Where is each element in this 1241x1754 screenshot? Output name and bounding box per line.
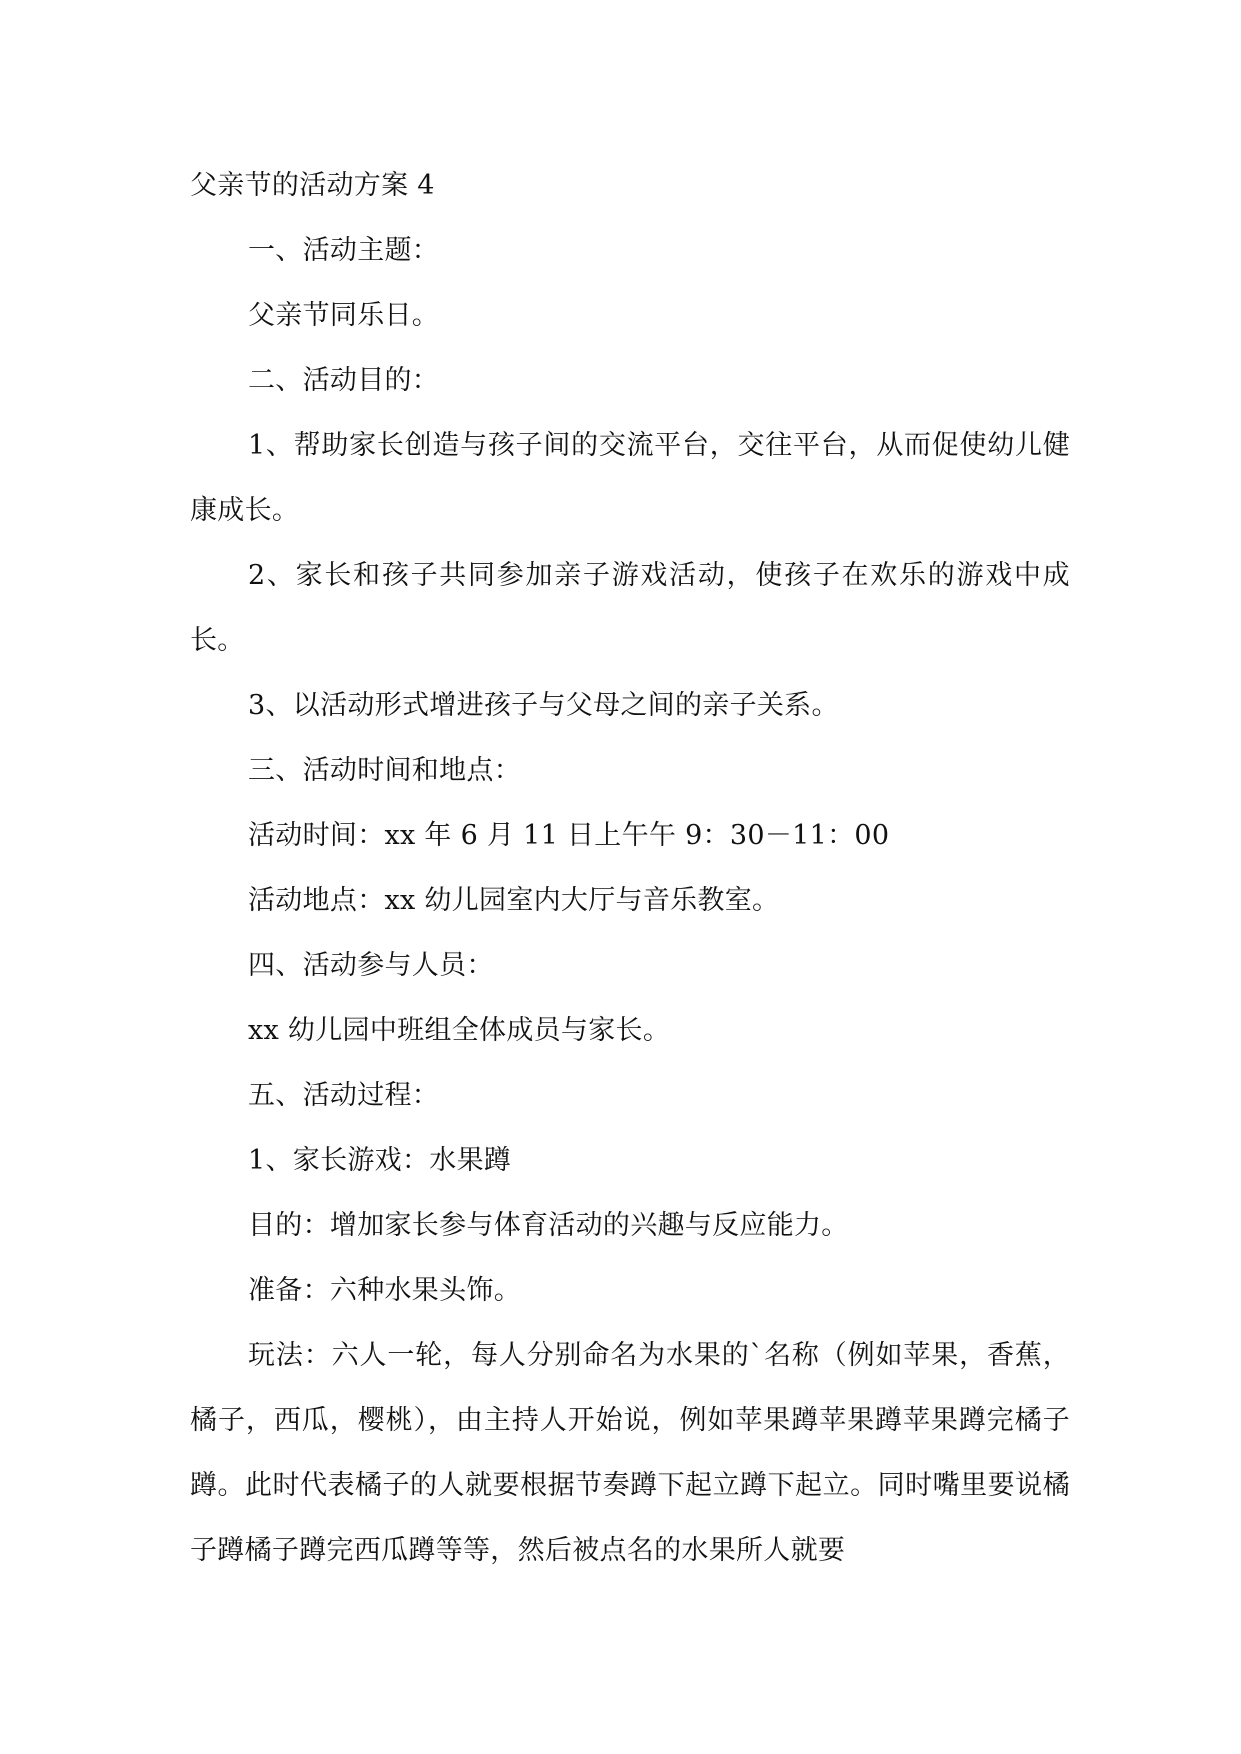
- paragraph-theme: 父亲节同乐日。: [248, 300, 440, 331]
- paragraph-participants: xx 幼儿园中班组全体成员与家长。: [248, 1015, 671, 1046]
- paragraph-game-purpose: 目的：增加家长参与体育活动的兴趣与反应能力。: [248, 1210, 849, 1241]
- paragraph-purpose-1: 1、帮助家长创造与孩子间的交流平台，交往平台，从而促使幼儿健康成长。: [190, 430, 1070, 526]
- paragraph-purpose-2: 2、家长和孩子共同参加亲子游戏活动，使孩子在欢乐的游戏中成长。: [190, 560, 1070, 656]
- section-heading-theme: 一、活动主题：: [248, 235, 440, 266]
- document-body: [190, 153, 1070, 1583]
- paragraph-game-title: 1、家长游戏：水果蹲: [248, 1145, 512, 1176]
- paragraph-purpose-3: 3、以活动形式增进孩子与父母之间的亲子关系。: [248, 690, 839, 721]
- section-heading-process: 五、活动过程：: [248, 1080, 440, 1111]
- paragraph-activity-place: 活动地点：xx 幼儿园室内大厅与音乐教室。: [248, 885, 780, 916]
- section-heading-time-place: 三、活动时间和地点：: [248, 755, 521, 786]
- paragraph-activity-time: 活动时间：xx 年 6 月 11 日上午午 9：30－11：00: [248, 820, 890, 851]
- section-heading-participants: 四、活动参与人员：: [248, 950, 494, 981]
- paragraph-game-rules: 玩法：六人一轮，每人分别命名为水果的`名称（例如苹果，香蕉，橘子，西瓜，樱桃），由主持人开始说，例如苹果蹲苹果蹲苹果蹲完橘子蹲。此时代表橘子的人就要根据节奏蹲下起立蹲下起立。同时嘴里要说橘子蹲橘子蹲完西瓜蹲等等，然后被点名的水果所人就要: [190, 1340, 1070, 1566]
- paragraph-game-preparation: 准备：六种水果头饰。: [248, 1275, 521, 1306]
- section-heading-purpose: 二、活动目的：: [248, 365, 440, 396]
- document-title: 父亲节的活动方案 4: [190, 170, 435, 201]
